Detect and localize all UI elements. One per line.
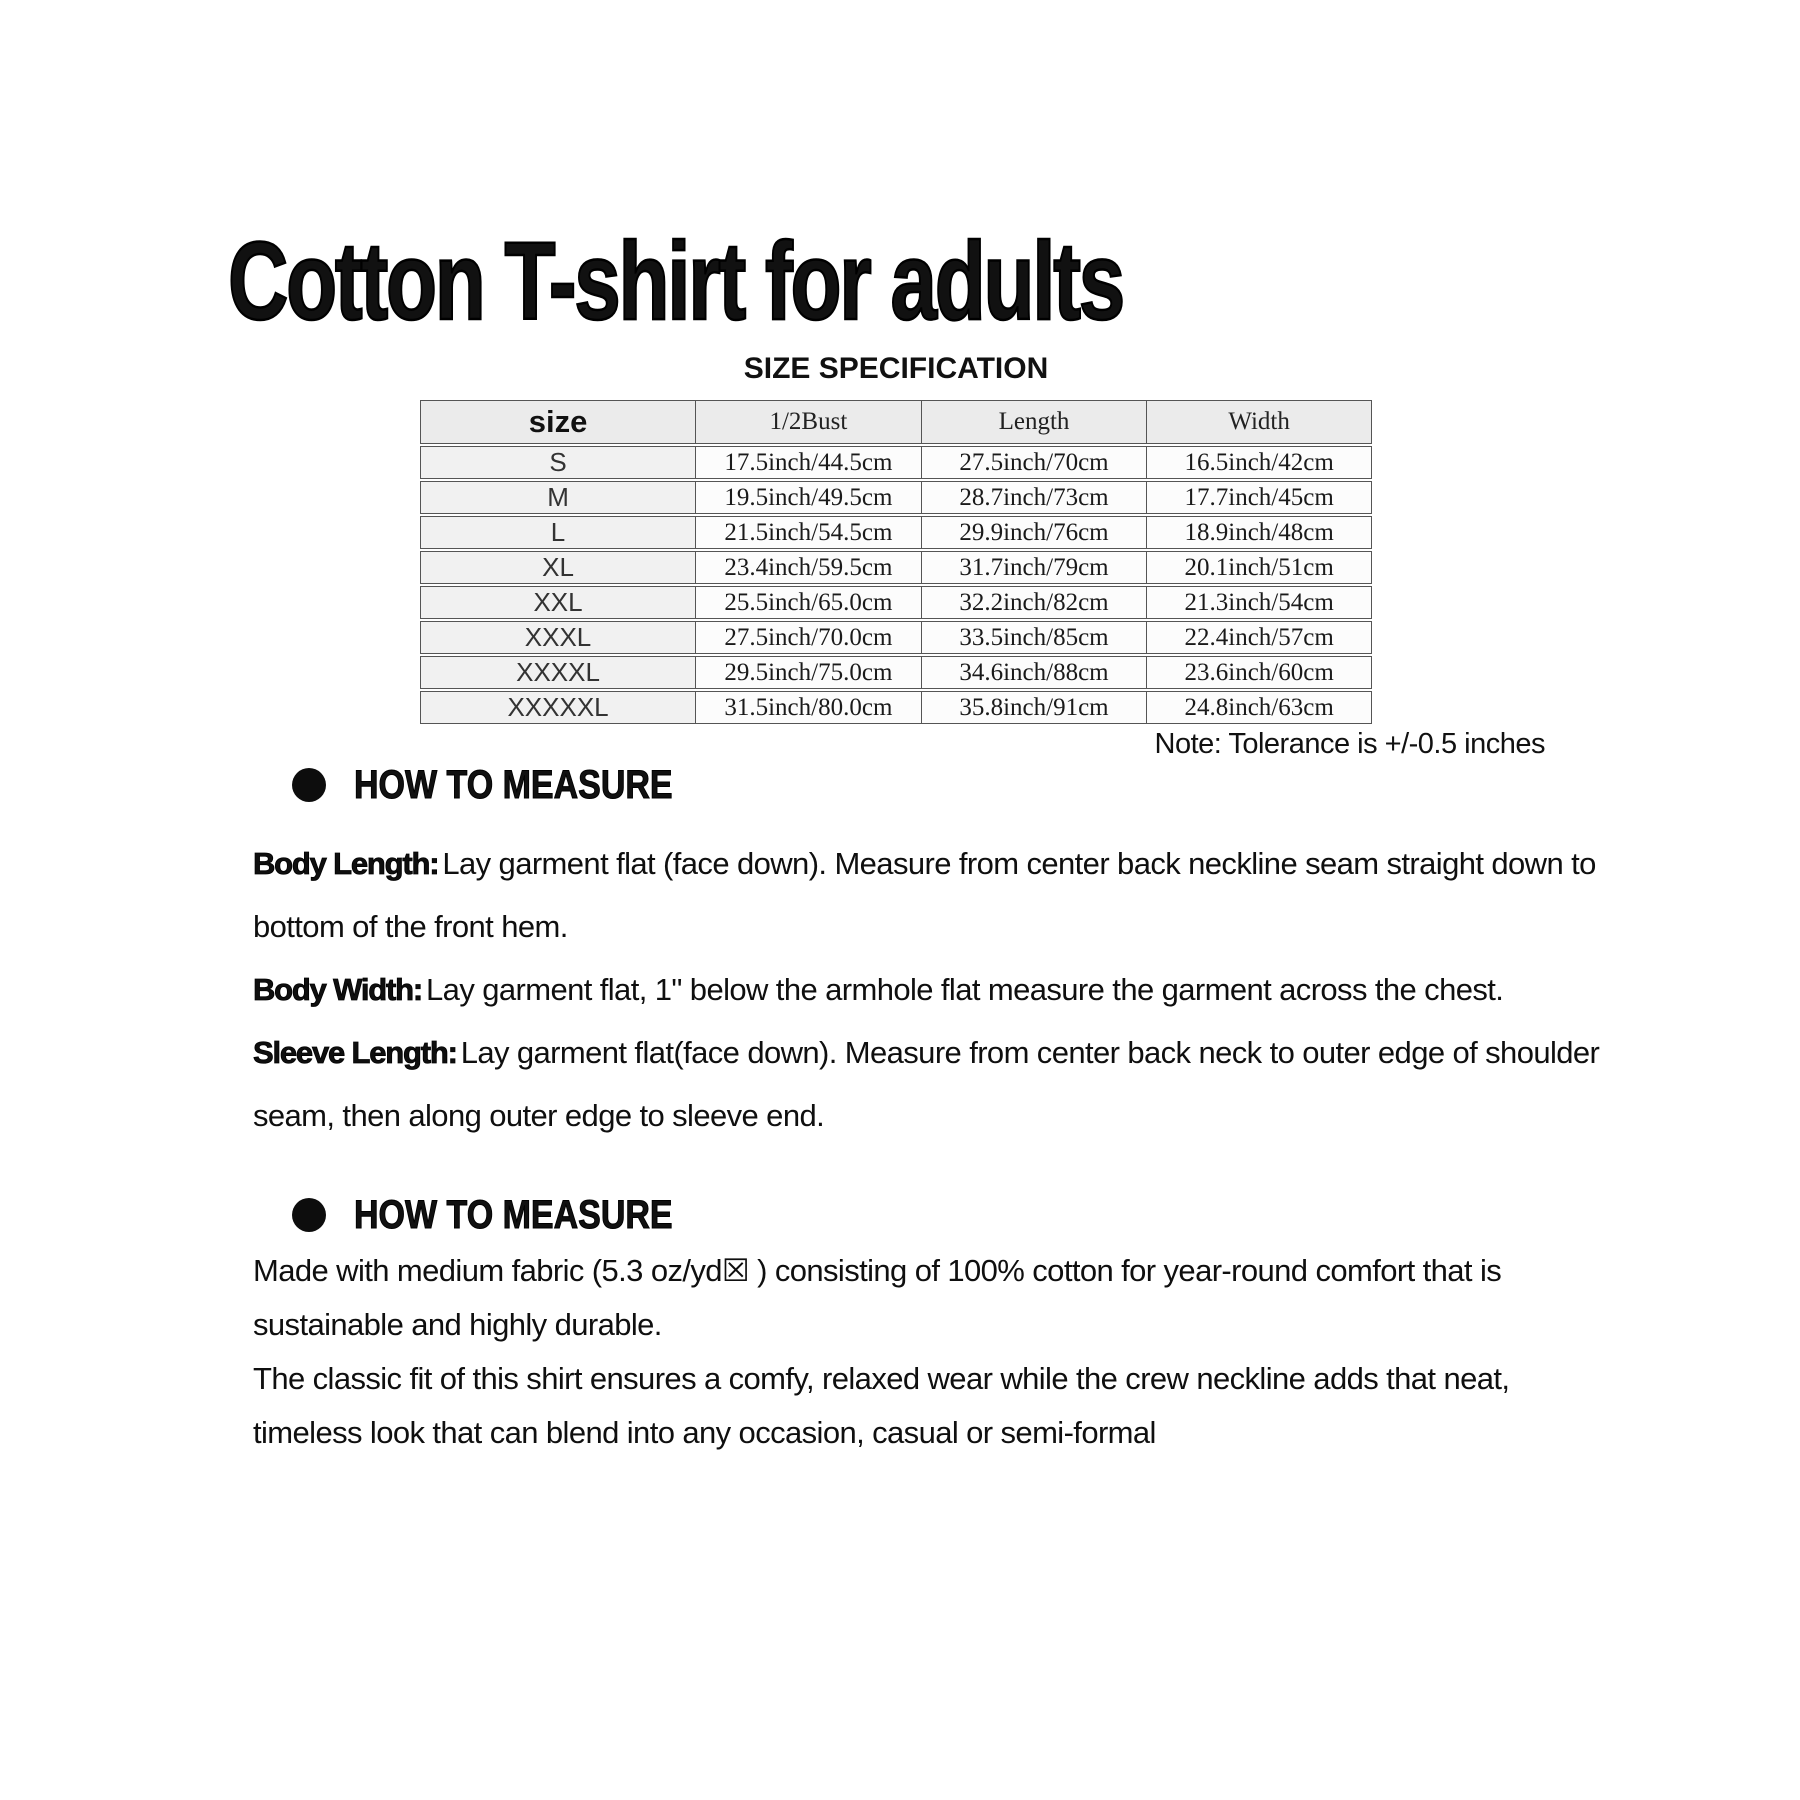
measure-line-label: Body Width: (253, 971, 423, 1007)
size-cell: XXXXL (420, 656, 696, 689)
measure-line (253, 1021, 1599, 1084)
length-cell: 27.5inch/70cm (922, 446, 1148, 479)
length-cell: 28.7inch/73cm (922, 481, 1148, 514)
measure-line-label: Body Length: (253, 845, 439, 881)
table-row (420, 621, 1372, 654)
size-cell: XXL (420, 586, 696, 619)
width-cell: 24.8inch/63cm (1147, 691, 1372, 724)
col-header-size: size (420, 400, 696, 444)
bust-cell: 31.5inch/80.0cm (696, 691, 922, 724)
measure-line-text: seam, then along outer edge to sleeve end. (253, 1097, 825, 1133)
length-cell: 33.5inch/85cm (922, 621, 1148, 654)
bust-cell: 23.4inch/59.5cm (696, 551, 922, 584)
table-row (420, 586, 1372, 619)
bust-cell: 25.5inch/65.0cm (696, 586, 922, 619)
bust-cell: 19.5inch/49.5cm (696, 481, 922, 514)
description-line: sustainable and highly durable. (253, 1307, 662, 1342)
size-cell: XXXL (420, 621, 696, 654)
product-description-heading (292, 1192, 729, 1238)
heading-text: HOW TO MEASURE (354, 762, 673, 807)
measure-line (253, 895, 1599, 958)
bust-cell: 17.5inch/44.5cm (696, 446, 922, 479)
width-cell: 20.1inch/51cm (1147, 551, 1372, 584)
table-row (420, 551, 1372, 584)
col-header-length: Length (922, 400, 1148, 444)
size-cell: XL (420, 551, 696, 584)
col-header-width: Width (1147, 400, 1372, 444)
length-cell: 35.8inch/91cm (922, 691, 1148, 724)
length-cell: 34.6inch/88cm (922, 656, 1148, 689)
heading-text: HOW TO MEASURE (354, 1192, 673, 1237)
col-header-bust: 1/2Bust (696, 400, 922, 444)
description-line: Made with medium fabric (5.3 oz/yd☒ ) consisting of 100% cotton for year-round comfort that is (253, 1253, 1502, 1288)
measure-instructions (253, 832, 1599, 1147)
table-row (420, 516, 1372, 549)
length-cell: 32.2inch/82cm (922, 586, 1148, 619)
bullet-icon (292, 1198, 326, 1232)
width-cell: 23.6inch/60cm (1147, 656, 1372, 689)
table-row (420, 656, 1372, 689)
table-row (420, 691, 1372, 724)
size-cell: L (420, 516, 696, 549)
length-cell: 31.7inch/79cm (922, 551, 1148, 584)
width-cell: 21.3inch/54cm (1147, 586, 1372, 619)
measure-line (253, 958, 1599, 1021)
size-specification-heading: SIZE SPECIFICATION (743, 352, 1049, 385)
product-description (253, 1244, 1509, 1460)
size-cell: S (420, 446, 696, 479)
width-cell: 22.4inch/57cm (1147, 621, 1372, 654)
measure-line (253, 1084, 1599, 1147)
bust-cell: 21.5inch/54.5cm (696, 516, 922, 549)
how-to-measure-heading (292, 762, 729, 808)
size-cell: M (420, 481, 696, 514)
measure-line-text: Lay garment flat (face down). Measure from center back neckline seam straight down to (442, 845, 1596, 881)
table-row (420, 446, 1372, 479)
bullet-icon (292, 768, 326, 802)
size-cell: XXXXXL (420, 691, 696, 724)
description-line: The classic fit of this shirt ensures a comfy, relaxed wear while the crew neckline adds that neat, (253, 1361, 1510, 1396)
description-line: timeless look that can blend into any occasion, casual or semi-formal (253, 1415, 1156, 1450)
width-cell: 17.7inch/45cm (1147, 481, 1372, 514)
measure-line-text: Lay garment flat, 1" below the armhole flat measure the garment across the chest. (426, 971, 1504, 1007)
measure-line (253, 832, 1599, 895)
measure-line-label: Sleeve Length: (253, 1034, 457, 1070)
measure-line-text: bottom of the front hem. (253, 908, 568, 944)
width-cell: 18.9inch/48cm (1147, 516, 1372, 549)
tolerance-note: Note: Tolerance is +/-0.5 inches (1154, 728, 1545, 760)
length-cell: 29.9inch/76cm (922, 516, 1148, 549)
table-header-row (420, 400, 1372, 444)
table-row (420, 481, 1372, 514)
size-table (420, 398, 1372, 726)
bust-cell: 27.5inch/70.0cm (696, 621, 922, 654)
page-title: Cotton T-shirt for adults (228, 220, 1124, 343)
width-cell: 16.5inch/42cm (1147, 446, 1372, 479)
measure-line-text: Lay garment flat(face down). Measure from center back neck to outer edge of shoulder (460, 1034, 1600, 1070)
bust-cell: 29.5inch/75.0cm (696, 656, 922, 689)
